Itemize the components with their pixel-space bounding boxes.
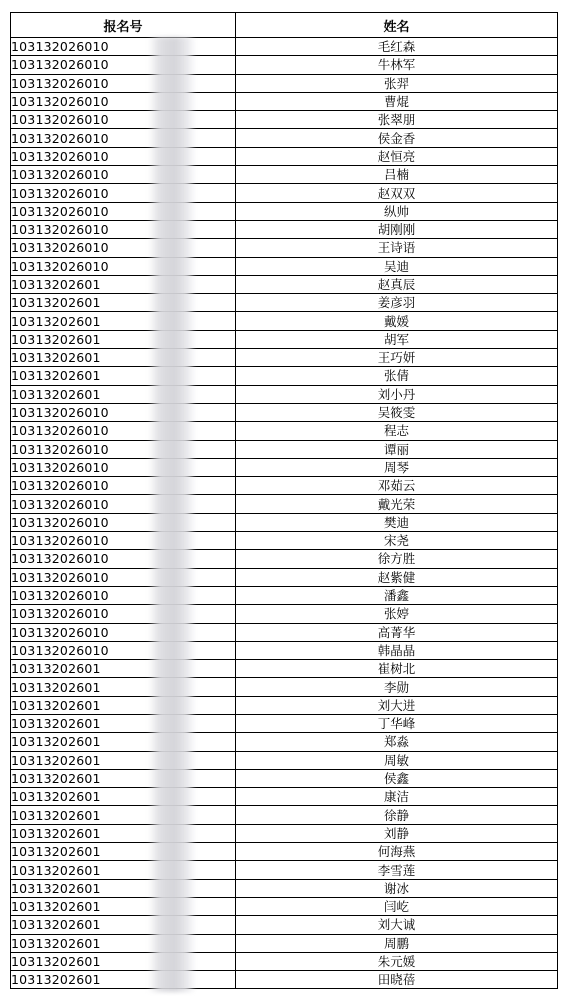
table-row — [11, 806, 558, 824]
table-row — [11, 275, 558, 293]
name-cell: 高菁华 — [236, 623, 558, 641]
table-row — [11, 495, 558, 513]
registration-number-cell: 103132026010 — [11, 605, 236, 623]
name-cell: 刘小丹 — [236, 385, 558, 403]
name-cell: 姜彦羽 — [236, 294, 558, 312]
registration-number-cell: 103132026010 — [11, 495, 236, 513]
registration-number-cell: 103132026010 — [11, 184, 236, 202]
registration-number-cell: 10313202601 — [11, 367, 236, 385]
table-row — [11, 678, 558, 696]
name-cell: 胡刚刚 — [236, 220, 558, 238]
table-row — [11, 74, 558, 92]
table-row — [11, 367, 558, 385]
registration-number-cell: 103132026010 — [11, 403, 236, 421]
table-row — [11, 769, 558, 787]
table-row — [11, 166, 558, 184]
table-row — [11, 477, 558, 495]
table-row — [11, 696, 558, 714]
registration-number-cell: 103132026010 — [11, 220, 236, 238]
name-cell: 赵双双 — [236, 184, 558, 202]
name-cell: 康洁 — [236, 788, 558, 806]
table-row — [11, 824, 558, 842]
registration-number-cell: 10313202601 — [11, 952, 236, 970]
table-row — [11, 147, 558, 165]
name-cell: 邓茹云 — [236, 477, 558, 495]
name-cell: 纵帅 — [236, 202, 558, 220]
registration-number-cell: 10313202601 — [11, 916, 236, 934]
column-header-id: 报名号 — [11, 13, 236, 38]
name-cell: 侯金香 — [236, 129, 558, 147]
registration-number-cell: 103132026010 — [11, 239, 236, 257]
table-row — [11, 458, 558, 476]
registration-number-cell: 103132026010 — [11, 641, 236, 659]
registration-number-cell: 10313202601 — [11, 879, 236, 897]
name-cell: 吴迪 — [236, 257, 558, 275]
registration-number-cell: 10313202601 — [11, 861, 236, 879]
table-row — [11, 952, 558, 970]
registration-number-cell: 103132026010 — [11, 56, 236, 74]
registration-number-cell: 103132026010 — [11, 513, 236, 531]
table-row — [11, 422, 558, 440]
name-cell: 赵真辰 — [236, 275, 558, 293]
registration-number-cell: 103132026010 — [11, 257, 236, 275]
table-row — [11, 56, 558, 74]
table-row — [11, 733, 558, 751]
header-row — [11, 13, 558, 38]
registration-number-cell: 10313202601 — [11, 806, 236, 824]
registration-number-cell: 103132026010 — [11, 458, 236, 476]
registration-number-cell: 103132026010 — [11, 586, 236, 604]
registration-number-cell: 103132026010 — [11, 111, 236, 129]
name-cell: 王巧妍 — [236, 349, 558, 367]
table-row — [11, 586, 558, 604]
name-cell: 牛林军 — [236, 56, 558, 74]
registration-number-cell: 103132026010 — [11, 623, 236, 641]
registration-number-cell: 103132026010 — [11, 440, 236, 458]
table-row — [11, 532, 558, 550]
registration-number-cell: 103132026010 — [11, 74, 236, 92]
name-cell: 朱元媛 — [236, 952, 558, 970]
registration-number-cell: 103132026010 — [11, 532, 236, 550]
name-cell: 刘大诚 — [236, 916, 558, 934]
table-row — [11, 257, 558, 275]
registration-number-cell: 10313202601 — [11, 330, 236, 348]
name-cell: 田晓蓓 — [236, 971, 558, 989]
name-cell: 郑淼 — [236, 733, 558, 751]
table-row — [11, 916, 558, 934]
name-cell: 樊迪 — [236, 513, 558, 531]
table-row — [11, 385, 558, 403]
name-cell: 崔树北 — [236, 660, 558, 678]
registration-number-cell: 10313202601 — [11, 824, 236, 842]
redaction-blur — [148, 37, 196, 992]
table-row — [11, 861, 558, 879]
table-row — [11, 897, 558, 915]
name-cell: 李勋 — [236, 678, 558, 696]
registration-number-cell: 103132026010 — [11, 568, 236, 586]
registration-number-cell: 103132026010 — [11, 550, 236, 568]
name-cell: 程志 — [236, 422, 558, 440]
name-cell: 丁华峰 — [236, 714, 558, 732]
name-cell: 刘静 — [236, 824, 558, 842]
name-cell: 赵恒亮 — [236, 147, 558, 165]
registration-number-cell: 10313202601 — [11, 843, 236, 861]
registration-number-cell: 10313202601 — [11, 733, 236, 751]
registration-number-cell: 10313202601 — [11, 696, 236, 714]
table-row — [11, 38, 558, 56]
table-row — [11, 660, 558, 678]
table-row — [11, 568, 558, 586]
name-cell: 周鹏 — [236, 934, 558, 952]
registration-number-cell: 10313202601 — [11, 934, 236, 952]
table-row — [11, 879, 558, 897]
name-cell: 张婷 — [236, 605, 558, 623]
registration-number-cell: 103132026010 — [11, 147, 236, 165]
name-cell: 徐静 — [236, 806, 558, 824]
table-row — [11, 184, 558, 202]
name-cell: 周敏 — [236, 751, 558, 769]
registration-number-cell: 103132026010 — [11, 129, 236, 147]
name-cell: 李雪莲 — [236, 861, 558, 879]
table-row — [11, 202, 558, 220]
name-cell: 闫屹 — [236, 897, 558, 915]
registration-number-cell: 103132026010 — [11, 202, 236, 220]
registration-number-cell: 10313202601 — [11, 769, 236, 787]
name-cell: 宋尧 — [236, 532, 558, 550]
name-cell: 侯鑫 — [236, 769, 558, 787]
name-cell: 吴筱雯 — [236, 403, 558, 421]
registration-number-cell: 10313202601 — [11, 897, 236, 915]
name-cell: 谢冰 — [236, 879, 558, 897]
table-row — [11, 934, 558, 952]
table-row — [11, 788, 558, 806]
registration-number-cell: 103132026010 — [11, 92, 236, 110]
registration-number-cell: 10313202601 — [11, 660, 236, 678]
table-row — [11, 605, 558, 623]
name-cell: 徐方胜 — [236, 550, 558, 568]
registration-number-cell: 10313202601 — [11, 275, 236, 293]
table-row — [11, 843, 558, 861]
table-row — [11, 623, 558, 641]
table-row — [11, 111, 558, 129]
table-row — [11, 751, 558, 769]
registration-number-cell: 103132026010 — [11, 422, 236, 440]
registration-number-cell: 103132026010 — [11, 477, 236, 495]
name-cell: 毛红森 — [236, 38, 558, 56]
name-cell: 张翠朋 — [236, 111, 558, 129]
registration-number-cell: 103132026010 — [11, 38, 236, 56]
name-cell: 刘大进 — [236, 696, 558, 714]
name-cell: 胡军 — [236, 330, 558, 348]
name-cell: 张羿 — [236, 74, 558, 92]
name-cell: 赵紫健 — [236, 568, 558, 586]
table-row — [11, 349, 558, 367]
registration-number-cell: 10313202601 — [11, 971, 236, 989]
table-row — [11, 220, 558, 238]
registration-number-cell: 10313202601 — [11, 294, 236, 312]
registration-number-cell: 10313202601 — [11, 678, 236, 696]
name-cell: 曹焜 — [236, 92, 558, 110]
table-row — [11, 294, 558, 312]
table-row — [11, 330, 558, 348]
table-row — [11, 403, 558, 421]
table-row — [11, 550, 558, 568]
registration-number-cell: 10313202601 — [11, 751, 236, 769]
name-cell: 潘鑫 — [236, 586, 558, 604]
table-row — [11, 239, 558, 257]
name-cell: 何海燕 — [236, 843, 558, 861]
table-row — [11, 513, 558, 531]
name-cell: 戴媛 — [236, 312, 558, 330]
name-cell: 谭丽 — [236, 440, 558, 458]
name-cell: 张倩 — [236, 367, 558, 385]
name-cell: 戴光荣 — [236, 495, 558, 513]
registration-number-cell: 10313202601 — [11, 349, 236, 367]
table-row — [11, 129, 558, 147]
registration-number-cell: 10313202601 — [11, 312, 236, 330]
name-cell: 周琴 — [236, 458, 558, 476]
table-row — [11, 440, 558, 458]
table-body — [11, 38, 558, 989]
table-row — [11, 714, 558, 732]
registration-number-cell: 10313202601 — [11, 788, 236, 806]
table-row — [11, 971, 558, 989]
table-row — [11, 312, 558, 330]
table-row — [11, 92, 558, 110]
applicant-table — [10, 12, 558, 989]
registration-number-cell: 10313202601 — [11, 714, 236, 732]
column-header-name: 姓名 — [236, 13, 558, 38]
registration-number-cell: 10313202601 — [11, 385, 236, 403]
name-cell: 王诗语 — [236, 239, 558, 257]
registration-number-cell: 103132026010 — [11, 166, 236, 184]
name-cell: 吕楠 — [236, 166, 558, 184]
name-cell: 韩晶晶 — [236, 641, 558, 659]
table-row — [11, 641, 558, 659]
